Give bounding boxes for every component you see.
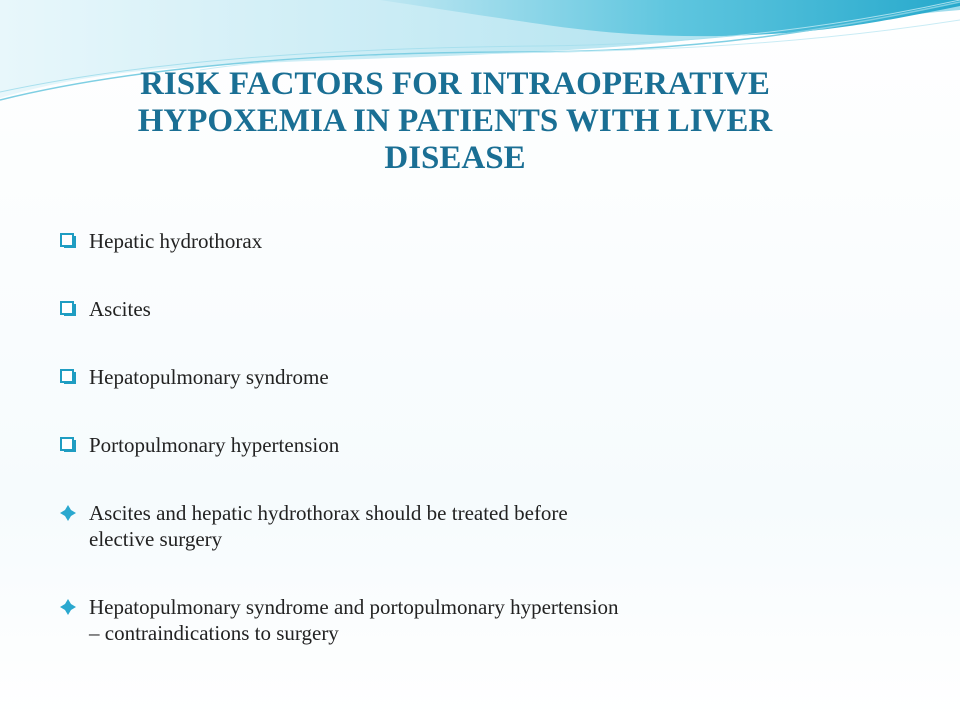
list-item-ascites bbox=[60, 296, 920, 322]
title-line-3: DISEASE bbox=[384, 140, 526, 176]
diamond-bullet-icon bbox=[60, 599, 76, 615]
list-item-portopulmonary-hypertension bbox=[60, 432, 920, 458]
diamond-bullet-icon bbox=[60, 505, 76, 521]
slide-title bbox=[60, 66, 850, 177]
list-item-text: Hepatopulmonary syndrome bbox=[89, 365, 329, 389]
list-item-text-line-1: Ascites and hepatic hydrothorax should be treated before bbox=[89, 501, 568, 525]
list-item-text: Portopulmonary hypertension bbox=[89, 433, 340, 457]
list-item-treat-before-surgery bbox=[60, 500, 920, 552]
square-bullet-icon bbox=[60, 369, 76, 385]
list-item-text-line-2: elective surgery bbox=[89, 527, 223, 551]
list-item-hepatic-hydrothorax bbox=[60, 228, 920, 254]
square-bullet-icon bbox=[60, 301, 76, 317]
risk-factor-list bbox=[60, 228, 920, 646]
list-item-contraindications bbox=[60, 594, 920, 646]
list-item-text-line-2: – contraindications to surgery bbox=[89, 621, 339, 645]
square-bullet-icon bbox=[60, 437, 76, 453]
title-line-2: HYPOXEMIA IN PATIENTS WITH LIVER bbox=[137, 103, 773, 139]
title-line-1: RISK FACTORS FOR INTRAOPERATIVE bbox=[140, 66, 770, 102]
square-bullet-icon bbox=[60, 233, 76, 249]
list-item-text: Ascites bbox=[89, 297, 151, 321]
list-item-text: Hepatic hydrothorax bbox=[89, 229, 263, 253]
list-item-text-line-1: Hepatopulmonary syndrome and portopulmonary hypertension bbox=[89, 595, 619, 619]
list-item-hepatopulmonary-syndrome bbox=[60, 364, 920, 390]
